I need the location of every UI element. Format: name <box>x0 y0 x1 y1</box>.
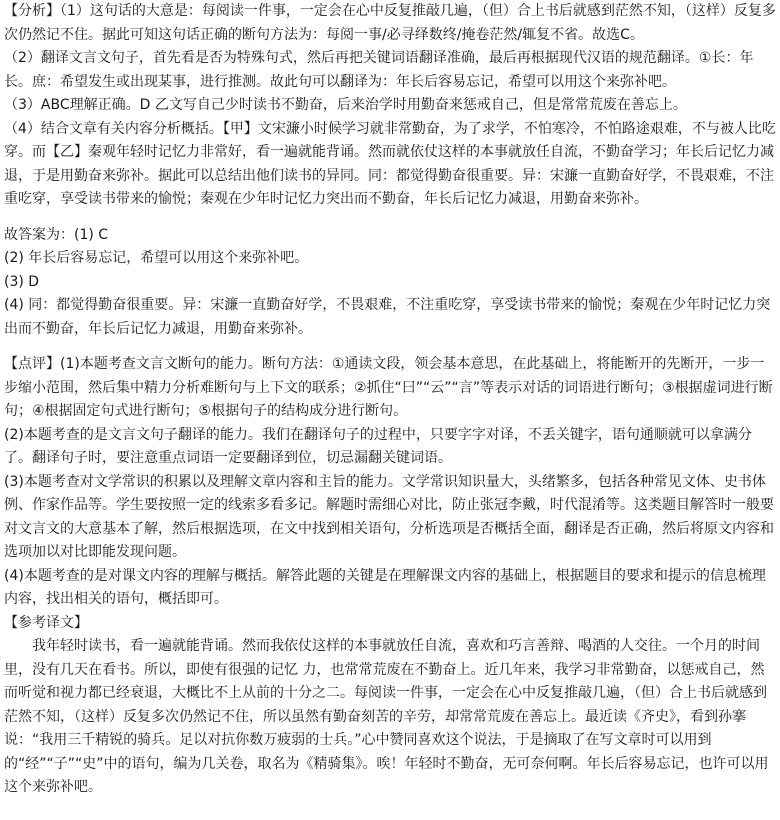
comment-paragraph-2: (2)本题考查的是文言文句子翻译的能力。我们在翻译句子的过程中，只要字字对译，不丢关键字，语句通顺就可以拿满分了。翻译句子时，要注意重点词语一定要翻译到位，切忌漏翻关键词语。 <box>4 426 752 466</box>
answer-line-4: (4) 同：都觉得勤奋很重要。异：宋濂一直勤奋好学，不畏艰难，不注重吃穿，享受读书带来的愉悦；秦观在少年时记忆力突出而不勤奋，年长后记忆力减退，用勤奋来弥补。 <box>4 297 771 337</box>
translation-body: 我年轻时读书，看一遍就能背诵。然而我依仗这样的本事就放任自流，喜欢和巧言善辩、喝酒的人交往。一个月的时间里，没有几天在看书。所以，即使有很强的记忆 力，也常常荒废在不勤奋上。近几年来，我学习非常勤奋，以惩戒自己，然而听觉和视力都已经衰退，大概比不上从前的十分之二。每阅读一件事，一定会在心中反复推敲几遍，（但）合上书后就感到茫然不知，（这样）反复多次仍然记不住，所以虽然有勤奋刻苦的辛劳，却常常荒废在善忘上。最近读《齐史》，看到孙搴说：“我用三千精锐的骑兵。足以对抗你数万疲弱的士兵。”心中赞同喜欢这个说法，于是摘取了在写文章时可以用到的“经”“子”“史”中的语句，编为几关卷，取名为《精骑集》。唉！年轻时不勤奋，无可奈何啊。年长后容易忘记，也许可以用这个来弥补吧。 <box>4 638 769 795</box>
spacer <box>4 341 776 353</box>
answer-line-1: 故答案为：(1) C <box>4 226 109 243</box>
analysis-paragraph-1: 【分析】（1）这句话的大意是：每阅读一件事，一定会在心中反复推敲几遍，（但）合上书后就感到茫然不知，（这样）反复多次仍然记不住。据此可知这句话正确的断句方法为：每阅一事/必寻绎数终/掩卷茫然/辄复不省。故选C。 <box>4 3 776 43</box>
analysis-paragraph-2: （2）翻译文言文句子，首先看是否为特殊句式，然后再把关键词语翻译准确，最后再根据现代汉语的规范翻译。①长：年长。庶：希望发生或出现某事，进行推测。故此句可以翻译为：年长后容易忘记，希望可以用这个来弥补吧。 <box>4 50 754 90</box>
analysis-paragraph-4: （4）结合文章有关内容分析概括。【甲】文宋濂小时候学习就非常勤奋，为了求学，不怕寒冷，不怕路途艰难，不与被人比吃穿。而【乙】秦观年轻时记忆力非常好，看一遍就能背诵。然而就依仗这样的本事就放任自流，不勤奋学习；年长后记忆力减退，于是用勤奋来弥补。据此可以总结出他们读书的异同。同：都觉得勤奋很重要。异：宋濂一直勤奋好学，不畏艰难，不注重吃穿，享受读书带来的愉悦；秦观在少年时记忆力突出而不勤奋，年长后记忆力减退，用勤奋来弥补。 <box>4 120 776 207</box>
answer-line-2: (2) 年长后容易忘记，希望可以用这个来弥补吧。 <box>4 250 309 266</box>
analysis-paragraph-3: （3）ABC理解正确。D 乙文写自己少时读书不勤奋，后来治学时用勤奋来惩戒自己，但是常常荒废在善忘上。 <box>4 97 687 113</box>
spacer <box>4 212 776 224</box>
answer-line-3: (3) D <box>4 273 40 290</box>
translation-heading: 【参考译文】 <box>4 614 88 631</box>
comment-paragraph-1: 【点评】(1)本题考查文言文断句的能力。断句方法：①通读文段，领会基本意思，在此基础上，将能断开的先断开，一步一步缩小范围，然后集中精力分析难断句与上下文的联系；②抓住“曰”“云”“言”等表示对话的词语进行断句；③根据虚词进行断句；④根据固定句式进行断句；⑤根据句子的结构成分进行断句。 <box>4 356 773 419</box>
comment-paragraph-4: (4)本题考查的是对课文内容的理解与概括。解答此题的关键是在理解课文内容的基础上，根据题目的要求和提示的信息梳理内容，找出相关的语句，概括即可。 <box>4 567 766 607</box>
comment-paragraph-3: (3)本题考查对文学常识的积累以及理解文章内容和主旨的能力。文学常识知识量大，头绪繁多，包括各种常见文体、史书体例、作家作品等。学生要按照一定的线索多看多记。解题时需细心对比，防止张冠李戴，时代混淆等。这类题目解答时一般要对文言文的大意基本了解，然后根据选项，在文中找到相关语句，分析选项是否概括全面，翻译是否正确，然后将原文内容和选项加以对比即能发现问题。 <box>4 473 774 560</box>
